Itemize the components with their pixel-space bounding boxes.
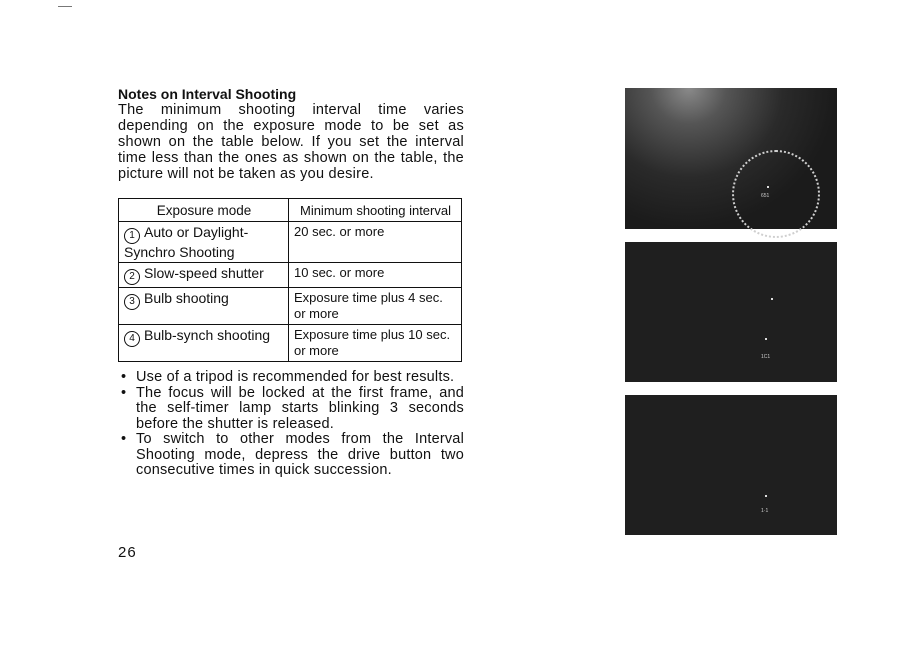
interval-cell: Exposure time plus 4 sec. or more xyxy=(289,288,462,325)
interval-table xyxy=(118,198,462,362)
note-text: Use of a tripod is recommended for best results. xyxy=(136,369,455,385)
mode-cell xyxy=(119,222,289,263)
list-item xyxy=(118,432,464,479)
photo-frame-3 xyxy=(625,395,837,535)
interval-cell: Exposure time plus 10 sec. or more xyxy=(289,325,462,362)
page-number: 26 xyxy=(118,544,137,561)
mode-cell xyxy=(119,288,289,325)
list-item xyxy=(118,386,464,433)
note-text: The focus will be locked at the first frame, and the self-timer lamp starts blinking 3 seconds before the shutter is released. xyxy=(136,384,464,432)
table-header-row xyxy=(119,199,462,222)
table-row xyxy=(119,288,462,325)
mode-cell xyxy=(119,325,289,362)
lens-dial-icon xyxy=(732,150,820,238)
light-dot xyxy=(771,298,773,300)
photo-frame-1 xyxy=(625,88,837,229)
bullet-icon: • xyxy=(121,384,127,401)
text-column xyxy=(118,86,464,479)
mode-text: Bulb shooting xyxy=(144,290,229,306)
table-row xyxy=(119,222,462,263)
light-dot xyxy=(765,338,767,340)
mode-text: Auto or Daylight-Synchro Shooting xyxy=(124,224,249,260)
circled-number: 4 xyxy=(124,331,140,347)
col-header-interval: Minimum shooting interval xyxy=(289,199,462,222)
notes-list xyxy=(118,370,464,479)
circled-number: 1 xyxy=(124,228,140,244)
scan-speck xyxy=(58,6,72,7)
col-header-mode: Exposure mode xyxy=(119,199,289,222)
list-item xyxy=(118,370,464,386)
table-row xyxy=(119,325,462,362)
bullet-icon: • xyxy=(121,369,127,385)
circled-number: 2 xyxy=(124,269,140,285)
frame-label: 651 xyxy=(761,193,770,199)
mode-cell xyxy=(119,263,289,288)
mode-text: Slow-speed shutter xyxy=(144,265,264,281)
light-dot xyxy=(765,495,767,497)
section-heading: Notes on Interval Shooting xyxy=(118,86,297,102)
interval-cell: 10 sec. or more xyxy=(289,263,462,288)
light-dot xyxy=(767,186,769,188)
interval-cell: 20 sec. or more xyxy=(289,222,462,263)
mode-text: Bulb-synch shooting xyxy=(144,327,271,343)
table-row xyxy=(119,263,462,288)
circled-number: 3 xyxy=(124,294,140,310)
frame-label: 1C1 xyxy=(761,354,771,360)
frame-label: 1·1 xyxy=(761,508,769,514)
photo-frame-2 xyxy=(625,242,837,382)
note-text: To switch to other modes from the Interval Shooting mode, depress the drive button two consecutive times in quick succession. xyxy=(136,431,464,478)
bullet-icon: • xyxy=(121,431,127,447)
intro-paragraph: The minimum shooting interval time varies depending on the exposure mode to be set as shown on the table below. If you set the interval time less than the ones as shown on the table, the picture will not be taken as you desire. xyxy=(118,102,464,182)
